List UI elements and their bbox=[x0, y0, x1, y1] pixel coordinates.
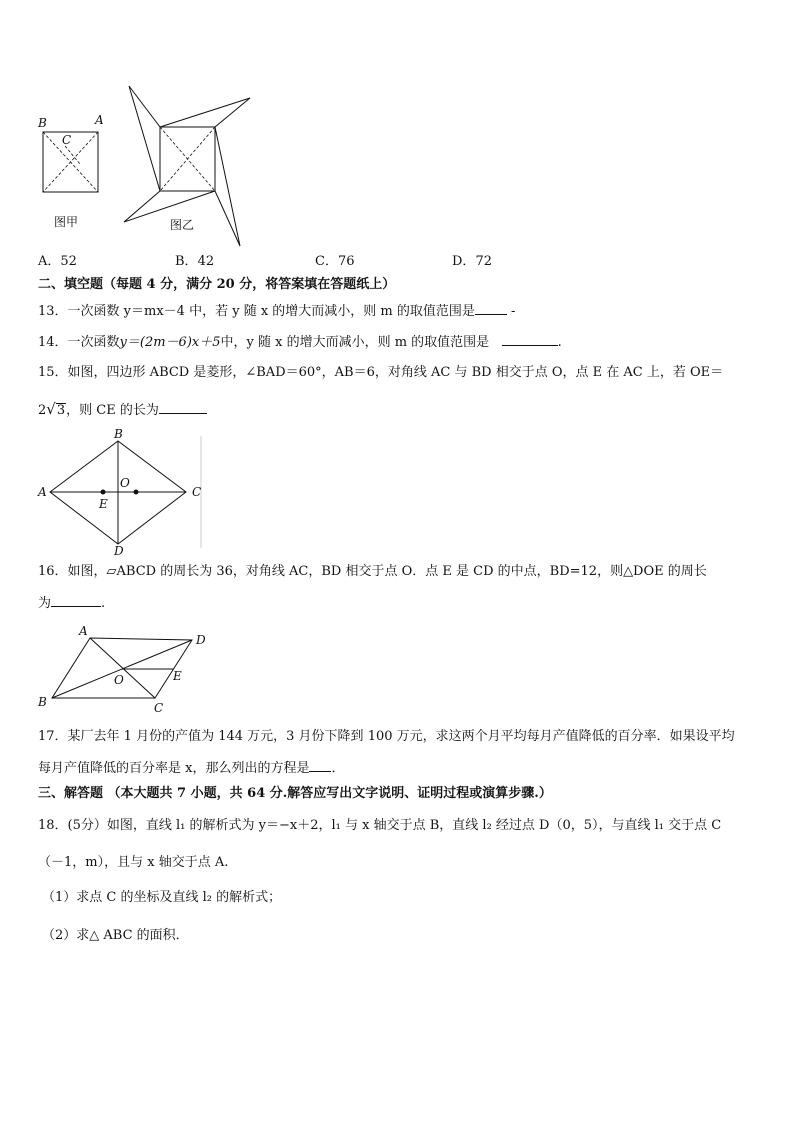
label-16-d: D bbox=[196, 633, 206, 647]
question-15-line1: 15．如图，四边形 ABCD 是菱形，∠BAD＝60°，AB＝6，对角线 AC 与 BD 相交于点 O，点 E 在 AC 上，若 OE＝ bbox=[38, 365, 724, 380]
question-18-line1: 18．(5分）如图，直线 l₁ 的解析式为 y＝−x＋2，l₁ 与 x 轴交于点 B，直线 l₂ 经过点 D（0，5），与直线 l₁ 交于点 C bbox=[38, 818, 722, 833]
label-15-b: B bbox=[114, 427, 123, 441]
answer-blank-15[interactable] bbox=[159, 401, 207, 414]
label-15-o: O bbox=[120, 476, 130, 490]
answer-blank-16[interactable] bbox=[51, 594, 101, 607]
option-b: B．42 bbox=[175, 254, 215, 269]
label-15-e: E bbox=[99, 497, 108, 511]
section-3-title: 三、解答题 （本大题共 7 小题，共 64 分.解答应写出文字说明、证明过程或演算步骤.） bbox=[38, 786, 552, 801]
question-18-part2: （2）求△ ABC 的面积． bbox=[42, 928, 189, 943]
label-15-c: C bbox=[192, 485, 202, 499]
caption-yi: 图乙 bbox=[170, 218, 195, 232]
label-16-c: C bbox=[154, 701, 164, 715]
figure-15 bbox=[36, 427, 216, 558]
question-16-line1: 16．如图，▱ABCD 的周长为 36，对角线 AC，BD 相交于点 O．点 E 是 CD 的中点，BD=12，则△DOE 的周长 bbox=[38, 564, 707, 579]
label-16-a: A bbox=[79, 624, 88, 638]
answer-blank-17[interactable] bbox=[309, 759, 331, 772]
question-17-line2: 每月产值降低的百分率是 x，那么列出的方程是 ． bbox=[38, 761, 345, 776]
section-2-title: 二、填空题（每题 4 分，满分 20 分，将答案填在答题纸上） bbox=[38, 277, 396, 292]
label-15-d: D bbox=[114, 544, 124, 558]
answer-blank-13[interactable] bbox=[475, 302, 507, 315]
label-jia-c: C bbox=[62, 133, 72, 147]
label-16-b: B bbox=[38, 695, 47, 709]
question-13: 13．一次函数 y＝mx－4 中，若 y 随 x 的增大而减小，则 m 的取值范围是 - bbox=[38, 304, 516, 319]
figure-12 bbox=[30, 80, 270, 240]
question-17-line1: 17．某厂去年 1 月份的产值为 144 万元，3 月份下降到 100 万元，求这两个月平均每月产值降低的百分率．如果设平均 bbox=[38, 729, 735, 744]
caption-jia: 图甲 bbox=[54, 215, 79, 229]
question-16-line2: 为 . bbox=[38, 596, 106, 611]
label-jia-b: B bbox=[38, 116, 47, 130]
label-16-e: E bbox=[173, 669, 182, 683]
question-15-line2: 2√3，则 CE 的长为 bbox=[38, 400, 207, 420]
question-18-line2: （－1，m），且与 x 轴交于点 A. bbox=[38, 855, 229, 870]
answer-blank-14[interactable] bbox=[502, 333, 558, 346]
figure-16 bbox=[30, 622, 220, 714]
label-16-o: O bbox=[114, 673, 124, 687]
option-a: A．52 bbox=[38, 254, 77, 269]
figure-yi bbox=[124, 86, 250, 246]
option-c: C．76 bbox=[315, 254, 355, 269]
question-14: 14．一次函数y＝(2m－6)x＋5中，y 随 x 的增大而减小，则 m 的取值范围是 . bbox=[38, 335, 562, 350]
figure-jia bbox=[37, 113, 104, 229]
question-18-part1: （1）求点 C 的坐标及直线 l₂ 的解析式； bbox=[42, 890, 282, 905]
label-jia-a: A bbox=[95, 113, 104, 127]
label-15-a: A bbox=[38, 485, 47, 499]
option-d: D．72 bbox=[452, 254, 492, 269]
